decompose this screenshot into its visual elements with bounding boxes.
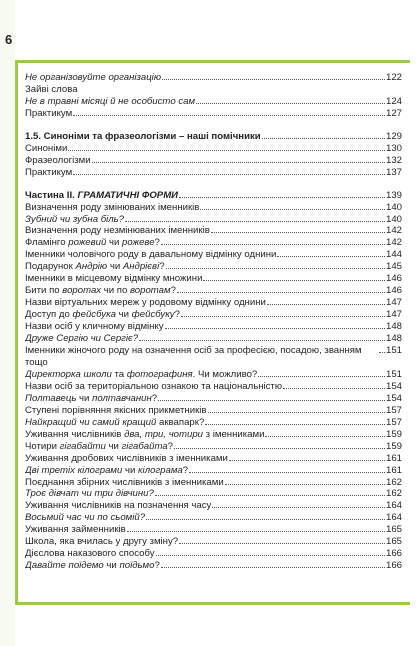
dot-leader bbox=[166, 261, 385, 269]
toc-entry-title bbox=[25, 249, 276, 261]
toc-entry-title bbox=[25, 369, 257, 381]
toc-entry-text: Давайте поїдемо bbox=[25, 560, 104, 572]
toc-entry-page: 159 bbox=[385, 428, 402, 440]
toc-entry-page: 151 bbox=[385, 368, 402, 380]
toc-entry-title bbox=[25, 190, 178, 202]
dot-leader bbox=[267, 297, 385, 305]
toc-entry-title bbox=[25, 381, 282, 393]
dot-leader bbox=[125, 214, 385, 222]
toc-entry-page: 154 bbox=[385, 392, 402, 404]
toc-entry-text: Подарунок bbox=[25, 261, 76, 273]
toc-entry bbox=[25, 417, 402, 429]
toc-entry-title bbox=[25, 524, 126, 536]
toc-entry-page: 139 bbox=[385, 189, 402, 201]
toc-entry bbox=[25, 261, 402, 273]
toc-entry bbox=[25, 536, 402, 548]
dot-leader bbox=[211, 225, 385, 233]
toc-entry-text: Восьмий час чи по сьомій? bbox=[25, 512, 146, 524]
toc-entry bbox=[25, 500, 402, 512]
toc-entry-text: чи bbox=[105, 440, 122, 452]
toc-entry-text: Назви осіб за територіальною ознакою та національністю bbox=[25, 380, 283, 392]
toc-entry-text: Полтавець bbox=[25, 392, 77, 404]
toc-entry-text: Поєднання збірних числівників з іменниками bbox=[25, 476, 224, 488]
toc-entry-text: Визначення роду змінюваних іменників bbox=[25, 201, 200, 213]
toc-entry-text: Андрієві bbox=[122, 261, 160, 273]
toc-entry bbox=[25, 309, 402, 321]
toc-entry-page: 162 bbox=[385, 476, 402, 488]
toc-entry-text: кілограма bbox=[138, 464, 183, 476]
toc-entry-title bbox=[25, 465, 188, 477]
toc-entry bbox=[25, 429, 402, 441]
toc-entry-title bbox=[25, 345, 378, 369]
toc-entry-title bbox=[25, 393, 157, 405]
toc-entry-text: Друже Сергію чи Сергіє? bbox=[25, 333, 139, 345]
toc-entry-title bbox=[25, 512, 145, 524]
toc-entry bbox=[25, 465, 402, 477]
table-of-contents bbox=[25, 72, 402, 572]
toc-entry bbox=[25, 524, 402, 536]
toc-entry-page: 146 bbox=[385, 285, 402, 297]
toc-entry bbox=[25, 202, 402, 214]
dot-leader bbox=[379, 345, 385, 353]
toc-entry bbox=[25, 369, 402, 381]
dot-leader bbox=[174, 441, 385, 449]
toc-entry-text: Зубний чи зубна біль? bbox=[25, 213, 125, 225]
toc-entry bbox=[25, 393, 402, 405]
toc-entry-text: чи bbox=[122, 464, 139, 476]
toc-entry bbox=[25, 96, 402, 108]
toc-entry-page: 154 bbox=[385, 380, 402, 392]
toc-entry bbox=[25, 84, 402, 96]
toc-entry-text: рожевий bbox=[68, 237, 107, 249]
dot-leader bbox=[68, 143, 385, 151]
toc-entry-text: Фразеологізми bbox=[25, 154, 91, 166]
dot-leader bbox=[156, 548, 385, 556]
dot-leader bbox=[189, 465, 385, 473]
toc-entry-page: 142 bbox=[385, 237, 402, 249]
toc-entry-text: Троє дівчат чи три дівчини? bbox=[25, 488, 154, 500]
toc-entry bbox=[25, 477, 402, 489]
toc-entry-text: Частина ІІ. bbox=[25, 189, 78, 201]
toc-entry-page: 164 bbox=[385, 500, 402, 512]
toc-entry-text: воротам bbox=[130, 285, 171, 297]
toc-entry bbox=[25, 441, 402, 453]
toc-entry-text: ? bbox=[167, 440, 174, 452]
toc-entry-text: Дієслова наказового способу bbox=[25, 548, 155, 560]
toc-entry bbox=[25, 321, 402, 333]
toc-entry-text: Директорка школи bbox=[25, 368, 112, 380]
toc-entry bbox=[25, 405, 402, 417]
dot-leader bbox=[162, 72, 385, 80]
toc-entry-text: Дві третіх bbox=[25, 464, 78, 476]
toc-entry-text: фейсбука bbox=[72, 309, 116, 321]
toc-entry-text: ? bbox=[170, 285, 176, 297]
toc-entry-title bbox=[25, 560, 160, 572]
toc-entry-page: 161 bbox=[385, 464, 402, 476]
toc-entry-text: Визначення роду незмінюваних іменників bbox=[25, 225, 210, 237]
toc-entry-text: Бити по bbox=[25, 285, 63, 297]
toc-entry-text: Найкращий чи самий кращий bbox=[25, 416, 157, 428]
toc-entry bbox=[25, 225, 402, 237]
toc-entry-text: Школа, яка вчилась у другу зміну? bbox=[25, 536, 179, 548]
toc-entry-title bbox=[25, 214, 124, 226]
toc-entry-text: рожеве bbox=[122, 237, 155, 249]
dot-leader bbox=[262, 131, 385, 139]
toc-entry-page: 129 bbox=[385, 130, 402, 142]
dot-leader bbox=[229, 453, 385, 461]
toc-entry bbox=[25, 273, 402, 285]
toc-entry-page: 148 bbox=[385, 321, 402, 333]
toc-entry-title bbox=[25, 477, 224, 489]
toc-entry-text: Чотири bbox=[25, 440, 60, 452]
toc-entry-text: Практикум bbox=[25, 166, 73, 178]
toc-entry-page: 165 bbox=[385, 524, 402, 536]
toc-entry-text: Іменники жіночого роду на означення осіб за професією, посадою, званням тощо bbox=[25, 345, 362, 368]
toc-entry-text: та bbox=[111, 368, 127, 380]
toc-entry-page: 132 bbox=[385, 154, 402, 166]
page-number: 6 bbox=[5, 32, 13, 47]
toc-entry bbox=[25, 381, 402, 393]
toc-entry-text: Іменники в місцевому відмінку множини bbox=[25, 273, 203, 285]
toc-entry-page: 142 bbox=[385, 225, 402, 237]
dot-leader bbox=[139, 333, 385, 341]
dot-leader bbox=[181, 309, 385, 317]
toc-entry-title bbox=[25, 273, 202, 285]
toc-entry-text: чи bbox=[76, 392, 93, 404]
toc-entry-text: ? bbox=[159, 261, 165, 273]
toc-entry-title bbox=[25, 453, 228, 465]
toc-entry-text: Уживання числівників на позначення часу bbox=[25, 500, 212, 512]
dot-leader bbox=[92, 155, 385, 163]
toc-entry-text: Практикум bbox=[25, 107, 73, 119]
toc-entry bbox=[25, 190, 402, 202]
toc-entry-page: 147 bbox=[385, 309, 402, 321]
toc-entry-text: фотографиня bbox=[126, 368, 193, 380]
toc-entry-text: Не в травні місяці й не особисто сам bbox=[25, 95, 196, 107]
toc-entry-page: 166 bbox=[385, 548, 402, 560]
toc-entry-page: 147 bbox=[385, 297, 402, 309]
toc-entry-text: Не організовуйте організацію bbox=[25, 72, 162, 83]
toc-entry-text: аквапарк? bbox=[156, 416, 205, 428]
dot-leader bbox=[155, 488, 385, 496]
dot-leader bbox=[161, 237, 385, 245]
toc-entry-title bbox=[25, 405, 207, 417]
toc-entry-title bbox=[25, 225, 210, 237]
toc-entry-page: 157 bbox=[385, 416, 402, 428]
toc-entry-title bbox=[25, 96, 195, 108]
toc-entry-title bbox=[25, 309, 180, 321]
dot-leader bbox=[205, 417, 385, 425]
toc-entry-text: поїдьмо bbox=[119, 560, 155, 572]
toc-entry-text: 1.5. Синоніми та фразеологізми – наші помічники bbox=[25, 130, 261, 142]
toc-entry-title bbox=[25, 261, 165, 273]
toc-entry-text: Уживання числівників bbox=[25, 428, 125, 440]
toc-entry bbox=[25, 249, 402, 261]
toc-entry-text: . Чи можливо? bbox=[192, 368, 258, 380]
toc-entry-text: гігабайта bbox=[121, 440, 168, 452]
dot-leader bbox=[196, 96, 385, 104]
toc-entry-title bbox=[25, 333, 138, 345]
toc-entry-text: Доступ до bbox=[25, 309, 73, 321]
toc-entry-title bbox=[25, 536, 178, 548]
dot-leader bbox=[200, 202, 385, 210]
toc-entry-text: Фламінго bbox=[25, 237, 69, 249]
dot-leader bbox=[179, 536, 385, 544]
toc-entry-text: чи по bbox=[101, 285, 130, 297]
dot-leader bbox=[73, 108, 385, 116]
toc-entry-page: 130 bbox=[385, 142, 402, 154]
toc-entry bbox=[25, 72, 402, 84]
dot-leader bbox=[158, 393, 385, 401]
toc-entry-text: кілограми bbox=[77, 464, 123, 476]
dot-leader bbox=[203, 273, 385, 281]
toc-entry-text: ? bbox=[151, 392, 158, 404]
toc-entry bbox=[25, 143, 402, 155]
toc-entry bbox=[25, 333, 402, 345]
toc-entry-title bbox=[25, 167, 72, 179]
toc-entry-text: ? bbox=[154, 560, 160, 572]
toc-entry-page: 145 bbox=[385, 261, 402, 273]
toc-entry-text: Назви віртуальних мереж у родовому відмінку однини bbox=[25, 297, 266, 309]
toc-entry bbox=[25, 214, 402, 226]
toc-entry-text: два, три, чотири bbox=[124, 428, 204, 440]
toc-entry-page: 157 bbox=[385, 404, 402, 416]
dot-leader bbox=[165, 321, 385, 329]
toc-entry-text: з іменниками bbox=[203, 428, 265, 440]
toc-entry-page: 140 bbox=[385, 213, 402, 225]
toc-entry-text: чи bbox=[115, 309, 132, 321]
toc-entry-title bbox=[25, 488, 154, 500]
toc-entry-page: 148 bbox=[385, 333, 402, 345]
toc-entry-title bbox=[25, 84, 78, 96]
toc-entry-title bbox=[25, 202, 199, 214]
toc-entry-text: Ступені порівняння якісних прикметників bbox=[25, 404, 207, 416]
toc-entry-text: ? bbox=[174, 309, 180, 321]
toc-entry-page: 159 bbox=[385, 440, 402, 452]
dot-leader bbox=[179, 190, 385, 198]
dot-leader bbox=[127, 524, 385, 532]
dot-leader bbox=[225, 477, 385, 485]
toc-entry-title bbox=[25, 285, 176, 297]
dot-leader bbox=[265, 429, 385, 437]
dot-leader bbox=[208, 405, 385, 413]
toc-entry-text: гігабайти bbox=[59, 440, 106, 452]
toc-entry-page: 146 bbox=[385, 273, 402, 285]
toc-entry bbox=[25, 155, 402, 167]
toc-entry-text: ? bbox=[154, 237, 160, 249]
toc-entry bbox=[25, 453, 402, 465]
toc-entry-page: 162 bbox=[385, 488, 402, 500]
toc-entry-page: 137 bbox=[385, 166, 402, 178]
dot-leader bbox=[258, 369, 385, 377]
toc-entry-text: ГРАМАТИЧНІ ФОРМИ bbox=[77, 189, 179, 201]
toc-entry bbox=[25, 167, 402, 179]
toc-entry-text: Синоніми bbox=[25, 142, 68, 154]
toc-entry bbox=[25, 297, 402, 309]
toc-entry-text: чи bbox=[106, 237, 123, 249]
toc-entry-title bbox=[25, 297, 266, 309]
toc-entry bbox=[25, 131, 402, 143]
toc-entry-text: полтавчанин bbox=[92, 392, 152, 404]
toc-entry-title bbox=[25, 441, 173, 453]
toc-entry-text: Уживання займенників bbox=[25, 524, 126, 536]
dot-leader bbox=[277, 249, 385, 257]
toc-entry bbox=[25, 285, 402, 297]
toc-entry-title bbox=[25, 143, 67, 155]
margin-strip bbox=[0, 0, 15, 646]
toc-entry-title bbox=[25, 237, 160, 249]
toc-entry bbox=[25, 548, 402, 560]
dot-leader bbox=[146, 512, 385, 520]
dot-leader bbox=[161, 560, 385, 568]
toc-entry-text: Андрію bbox=[75, 261, 108, 273]
toc-entry-text: Іменники чоловічого роду в давальному відмінку однини bbox=[25, 249, 277, 261]
toc-entry-page: 165 bbox=[385, 536, 402, 548]
toc-entry-title bbox=[25, 417, 204, 429]
toc-entry-text: Уживання дробових числівників з іменниками bbox=[25, 452, 228, 464]
toc-entry bbox=[25, 345, 402, 369]
toc-entry-title bbox=[25, 155, 91, 167]
toc-entry-text: чи bbox=[107, 261, 123, 273]
toc-entry-title bbox=[25, 131, 261, 143]
toc-entry-page: 161 bbox=[385, 452, 402, 464]
toc-entry-title bbox=[25, 72, 161, 84]
dot-leader bbox=[283, 381, 385, 389]
toc-entry-text: ? bbox=[182, 464, 189, 476]
toc-entry bbox=[25, 237, 402, 249]
toc-entry-page: 124 bbox=[385, 95, 402, 107]
toc-entry bbox=[25, 512, 402, 524]
toc-entry-title bbox=[25, 321, 164, 333]
toc-entry-page: 144 bbox=[385, 249, 402, 261]
dot-leader bbox=[212, 500, 385, 508]
toc-entry-text: чи bbox=[103, 560, 120, 572]
toc-entry-title bbox=[25, 548, 155, 560]
toc-entry bbox=[25, 560, 402, 572]
toc-entry bbox=[25, 108, 402, 120]
toc-entry-page: 166 bbox=[385, 560, 402, 572]
toc-entry-title bbox=[25, 108, 72, 120]
dot-leader bbox=[73, 167, 385, 175]
toc-entry-page: 151 bbox=[385, 345, 402, 357]
toc-entry-page: 122 bbox=[385, 72, 402, 83]
toc-entry-page: 127 bbox=[385, 107, 402, 119]
toc-entry-text: фейсбуку bbox=[131, 309, 175, 321]
toc-entry-title bbox=[25, 500, 211, 512]
toc-entry-title bbox=[25, 429, 264, 441]
toc-entry-text: воротах bbox=[62, 285, 102, 297]
toc-entry-page: 140 bbox=[385, 201, 402, 213]
toc-entry-text: Зайві слова bbox=[25, 83, 78, 95]
toc-entry-page: 164 bbox=[385, 512, 402, 524]
dot-leader bbox=[177, 285, 385, 293]
toc-entry bbox=[25, 488, 402, 500]
toc-entry-text: Назви осіб у кличному відмінку bbox=[25, 321, 164, 333]
